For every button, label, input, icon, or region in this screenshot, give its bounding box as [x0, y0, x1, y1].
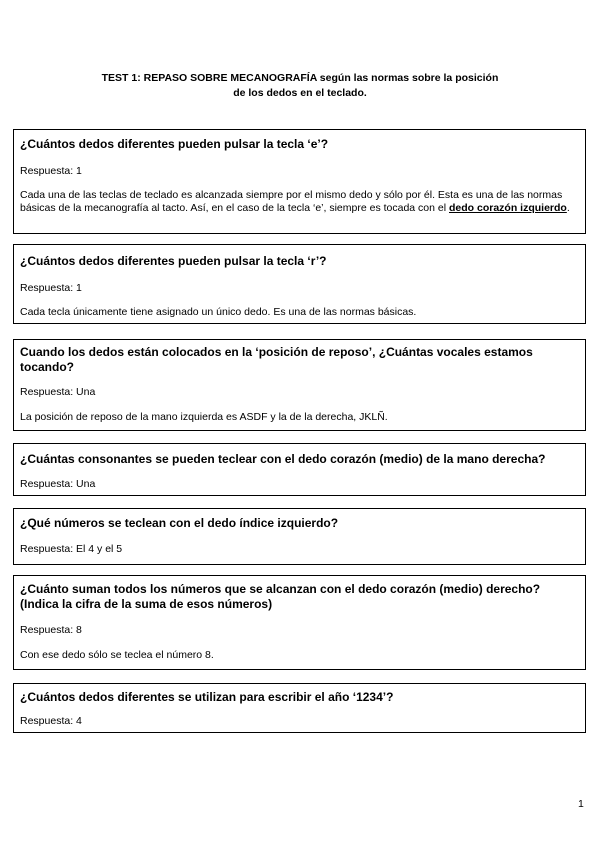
- answer-text: Respuesta: 1: [20, 282, 82, 294]
- question-text: ¿Cuántas consonantes se pueden teclear con el dedo corazón (medio) de la mano derecha?: [20, 452, 546, 466]
- answer-text: Respuesta: 8: [20, 624, 82, 636]
- explanation-pre: Cada una de las teclas de teclado es alcanzada siempre por el mismo dedo y sólo por él. Esta es una de las normas básicas de la mecanografía al tacto. Así, en el caso de la tecla ‘e’, siempre es tocada con el: [20, 189, 563, 214]
- explanation-text: Cada tecla únicamente tiene asignado un único dedo. Es una de las normas básicas.: [20, 306, 417, 318]
- explanation-text: Con ese dedo sólo se teclea el número 8.: [20, 649, 214, 661]
- document-title: [60, 71, 540, 101]
- question-box-1: [13, 129, 586, 234]
- question-box-3: [13, 339, 586, 431]
- explanation-text: [20, 189, 579, 215]
- explanation-post: .: [566, 202, 570, 214]
- answer-text: Respuesta: 4: [20, 715, 82, 727]
- question-text: Cuando los dedos están colocados en la ‘posición de reposo’, ¿Cuántas vocales estamos tocando?: [20, 345, 533, 374]
- question-box-5: [13, 508, 586, 565]
- title-line-1: TEST 1: REPASO SOBRE MECANOGRAFÍA según las normas sobre la posición: [101, 72, 499, 84]
- answer-text: Respuesta: Una: [20, 386, 96, 398]
- question-box-2: [13, 244, 586, 324]
- question-text: ¿Cuánto suman todos los números que se alcanzan con el dedo corazón (medio) derecho? (Indica la cifra de la suma de esos números): [20, 582, 541, 611]
- question-box-4: [13, 443, 586, 496]
- page-number: 1: [578, 798, 584, 810]
- explanation-highlight: dedo corazón izquierdo: [449, 202, 567, 214]
- answer-text: Respuesta: Una: [20, 478, 96, 490]
- question-text: ¿Qué números se teclean con el dedo índice izquierdo?: [20, 516, 339, 530]
- question-box-7: [13, 683, 586, 733]
- explanation-text: La posición de reposo de la mano izquierda es ASDF y la de la derecha, JKLÑ.: [20, 411, 388, 423]
- question-text: ¿Cuántos dedos diferentes se utilizan para escribir el año ‘1234’?: [20, 690, 394, 704]
- title-line-2: de los dedos en el teclado.: [233, 87, 367, 99]
- answer-text: Respuesta: 1: [20, 165, 82, 177]
- question-text: ¿Cuántos dedos diferentes pueden pulsar la tecla ‘r’?: [20, 254, 327, 268]
- question-box-6: [13, 575, 586, 670]
- answer-text: Respuesta: El 4 y el 5: [20, 543, 123, 555]
- question-text: ¿Cuántos dedos diferentes pueden pulsar la tecla ‘e’?: [20, 137, 329, 151]
